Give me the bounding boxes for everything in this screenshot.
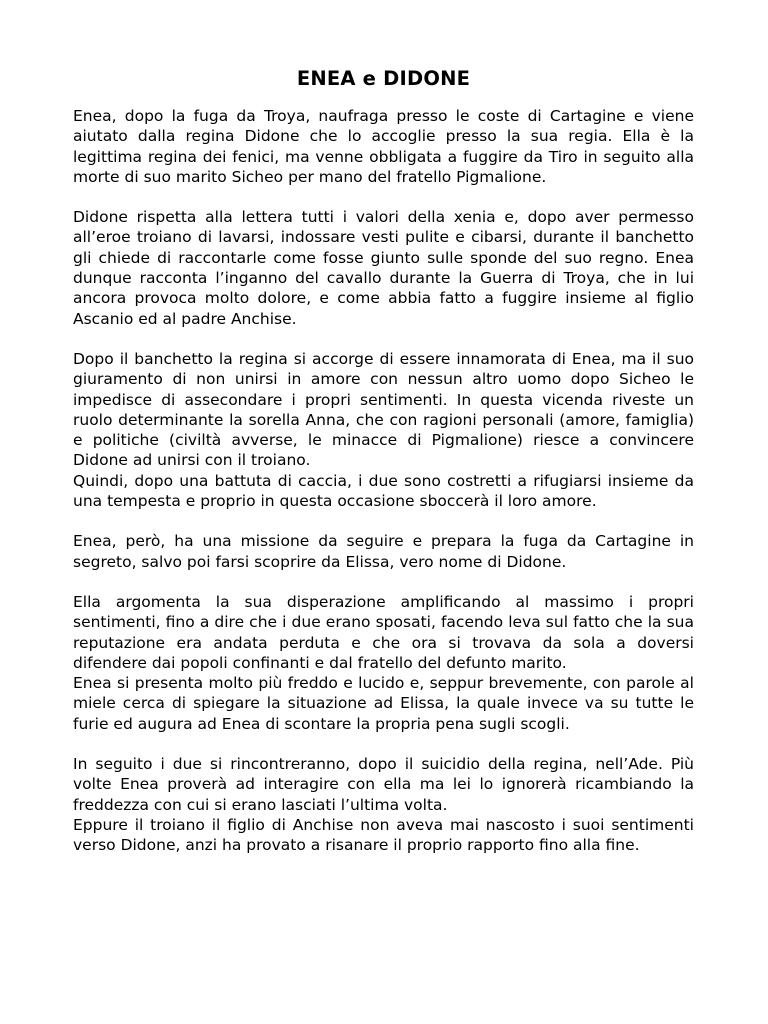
paragraph-spacer: [73, 511, 694, 531]
paragraph-spacer: [73, 329, 694, 349]
paragraph-1: Enea, dopo la fuga da Troya, naufraga presso le coste di Cartagine e viene aiutato dalla regina Didone che lo accoglie presso la sua regia. Ella è la legittima regina dei fenici, ma venne obbligata a fuggire da Tiro in seguito alla morte di suo marito Sicheo per mano del fratello Pigmalione.: [73, 107, 694, 186]
document-title: ENEA e DIDONE: [296, 67, 471, 90]
paragraph-9: Eppure il troiano il figlio di Anchise non aveva mai nascosto i suoi sentimenti verso Didone, anzi ha provato a risanare il proprio rapporto fino alla fine.: [73, 815, 694, 855]
paragraph-spacer: [73, 572, 694, 592]
paragraph-3: Dopo il banchetto la regina si accorge di essere innamorata di Enea, ma il suo giuramento di non unirsi in amore con nessun altro uomo dopo Sicheo le impedisce di assecondare i propri sentimenti. In questa vicenda riveste un ruolo determinante la sorella Anna, che con ragioni personali (amore, famiglia) e politiche (civiltà avverse, le minacce di Pigmalione) riesce a convincere Didone ad unirsi con il troiano.: [73, 349, 694, 470]
paragraph-8: In seguito i due si rincontreranno, dopo il suicidio della regina, nell’Ade. Più volte Enea proverà ad interagire con ella ma lei lo ignorerà ricambiando la freddezza con cui si erano lasciati l’ultima volta.: [73, 755, 694, 814]
paragraph-7: Enea si presenta molto più freddo e lucido e, seppur brevemente, con parole al miele cerca di spiegare la situazione ad Elissa, la quale invece va su tutte le furie ed augura ad Enea di scontare la propria pena sugli scogli.: [73, 674, 694, 733]
paragraph-2: Didone rispetta alla lettera tutti i valori della xenia e, dopo aver permesso all’eroe troiano di lavarsi, indossare vesti pulite e cibarsi, durante il banchetto gli chiede di raccontarle come fosse giunto sulle sponde del suo regno. Enea dunque racconta l’inganno del cavallo durante la Guerra di Troya, che in lui ancora provoca molto dolore, e come abbia fatto a fuggire insieme al figlio Ascanio ed al padre Anchise.: [73, 208, 694, 328]
paragraph-4: Quindi, dopo una battuta di caccia, i due sono costretti a rifugiarsi insieme da una tempesta e proprio in questa occasione sboccerà il loro amore.: [73, 471, 694, 511]
paragraph-spacer: [73, 734, 694, 754]
paragraph-spacer: [73, 187, 694, 207]
document-page: [73, 66, 694, 856]
paragraph-5: Enea, però, ha una missione da seguire e prepara la fuga da Cartagine in segreto, salvo poi farsi scoprire da Elissa, vero nome di Didone.: [73, 532, 694, 571]
paragraph-6: Ella argomenta la sua disperazione amplificando al massimo i propri sentimenti, fino a dire che i due erano sposati, facendo leva sul fatto che la sua reputazione era andata perduta e che ora si trovava da sola a doversi difendere dai popoli confinanti e dal fratello del defunto marito.: [73, 592, 694, 672]
